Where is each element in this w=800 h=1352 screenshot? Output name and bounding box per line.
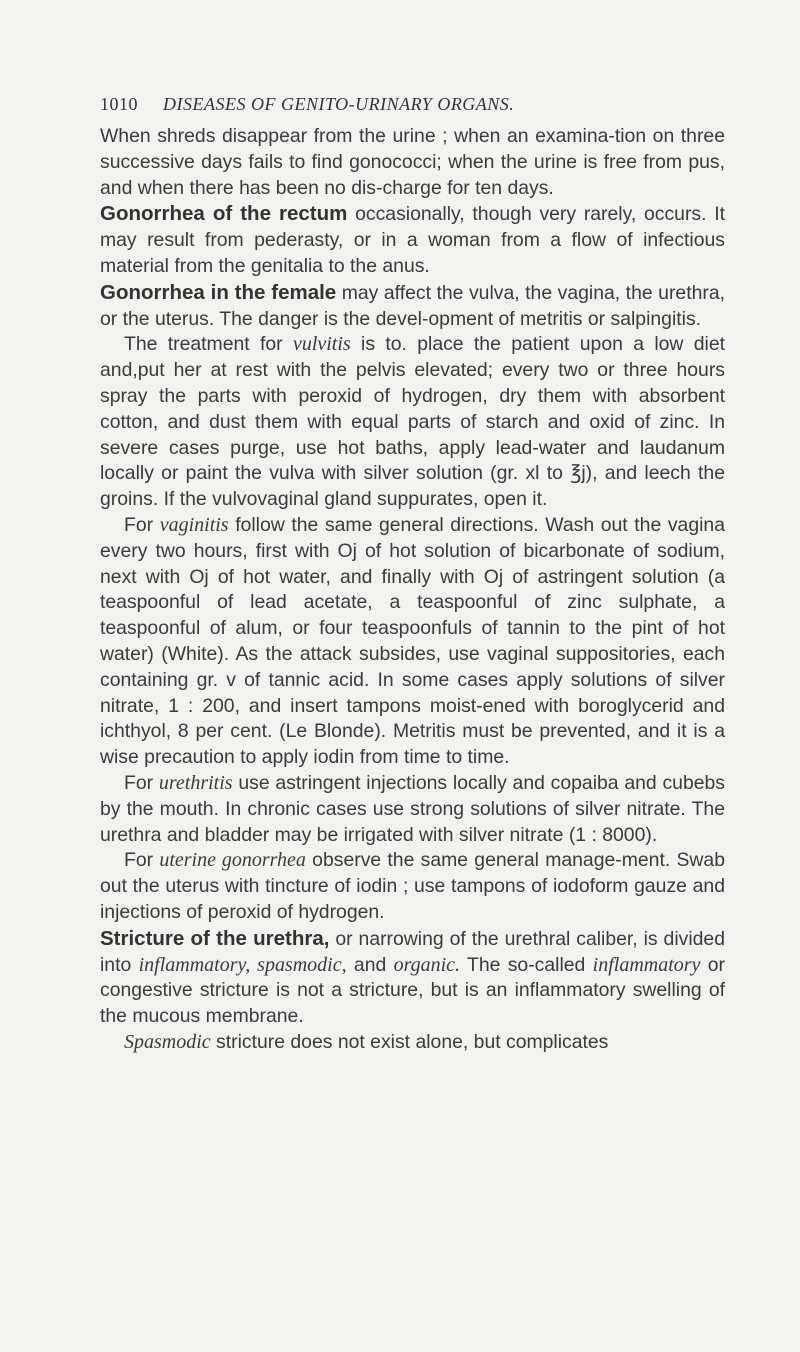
paragraph-text: The so-called [460,953,593,976]
paragraph-text: or congestive stricture is not a stricture, but is an inflammatory swelling of the mucous membrane. [100,953,725,1028]
running-header [100,92,725,118]
paragraph-text: stricture does not exist alone, but complicates [210,1030,609,1053]
paragraph-cure-criteria [100,124,725,201]
paragraph-text: use astringent injections locally and copaiba and cubebs by the mouth. In chronic cases use strong solutions of silver nitrate. The urethra and bladder may be irrigated with silver nitrate (1 : 8000). [100,771,725,846]
paragraph-uterine-gonorrhea [100,848,725,925]
paragraph-text: and [346,953,394,976]
italic-term: uterine gonorrhea [159,849,306,872]
italic-term: vulvitis [292,333,351,356]
italic-term: inflammatory, spasmodic, [138,953,347,976]
italic-term: organic. [393,953,461,976]
paragraph-text: When shreds disappear from the urine ; when an examina-tion on three successive days fails to find gonococci; when the urine is free from pus, and when there has been no dis-charge for ten days. [100,125,725,199]
paragraph-urethral-stricture [100,926,725,1030]
paragraph-text: follow the same general directions. Wash out the vagina every two hours, first with Oj of hot solution of bicarbonate of sodium, next with Oj of hot water, and finally with Oj of astringent solution (a teaspoonful of lead acetate, a teaspoonful of zinc sulphate, a teaspoonful of alum, or four teaspoonfuls of tannin to the pint of hot water) (White). As the attack subsides, use vaginal suppositories, each containing gr. v of tannic acid. In some cases apply solutions of silver nitrate, 1 : 200, and insert tampons moist-ened with boroglycerid and ichthyol, 8 per cent. (Le Blonde). Metritis must be prevented, and it is a wise precaution to apply iodin from time to time. [100,513,725,769]
paragraph-urethritis [100,771,725,848]
paragraph-vaginitis [100,513,725,771]
italic-term: Spasmodic [124,1030,211,1053]
paragraph-vulvitis [100,332,725,513]
paragraph-lead: For [124,513,160,536]
section-heading: Gonorrhea in the female [100,280,337,304]
paragraph-rectal-gonorrhea [100,201,725,279]
book-page [100,92,725,1056]
paragraph-lead: For [124,849,160,872]
section-heading: Stricture of the urethra, [100,926,330,950]
section-heading: Gonorrhea of the rectum [100,202,348,226]
italic-term: vaginitis [159,513,229,536]
italic-term: inflammatory [592,953,701,976]
paragraph-text: is to. place the patient upon a low diet and,put her at rest with the pelvis elevated; every two or three hours spray the parts with peroxid of hydrogen, dry them with absorbent cotton, and dust them with equal parts of starch and oxid of zinc. In severe cases purge, use hot baths, apply lead-water and laudanum locally or paint the vulva with silver solution (gr. xl to ℥j), and leech the groins. If the vulvovaginal gland suppurates, open it. [100,333,725,511]
paragraph-text: occasionally, though very rarely, occurs. It may result from pederasty, or in a woman from a flow of infectious material from the genitalia to the anus. [100,203,725,277]
paragraph-lead: The treatment for [124,333,293,356]
running-title: DISEASES OF GENITO-URINARY ORGANS. [163,94,515,114]
paragraph-lead: For [124,771,159,794]
paragraph-text: may affect the vulva, the vagina, the urethra, or the uterus. The danger is the devel-opment of metritis or salpingitis. [100,281,725,330]
page-number: 1010 [100,94,138,114]
paragraph-text: or narrowing of the urethral caliber, is divided into [100,927,726,976]
paragraph-spasmodic-stricture [100,1030,725,1056]
paragraph-text: observe the same general manage-ment. Swab out the uterus with tincture of iodin ; use tampons of iodoform gauze and injections of peroxid of hydrogen. [100,849,725,923]
italic-term: urethritis [158,771,233,794]
paragraph-female-gonorrhea [100,280,725,333]
